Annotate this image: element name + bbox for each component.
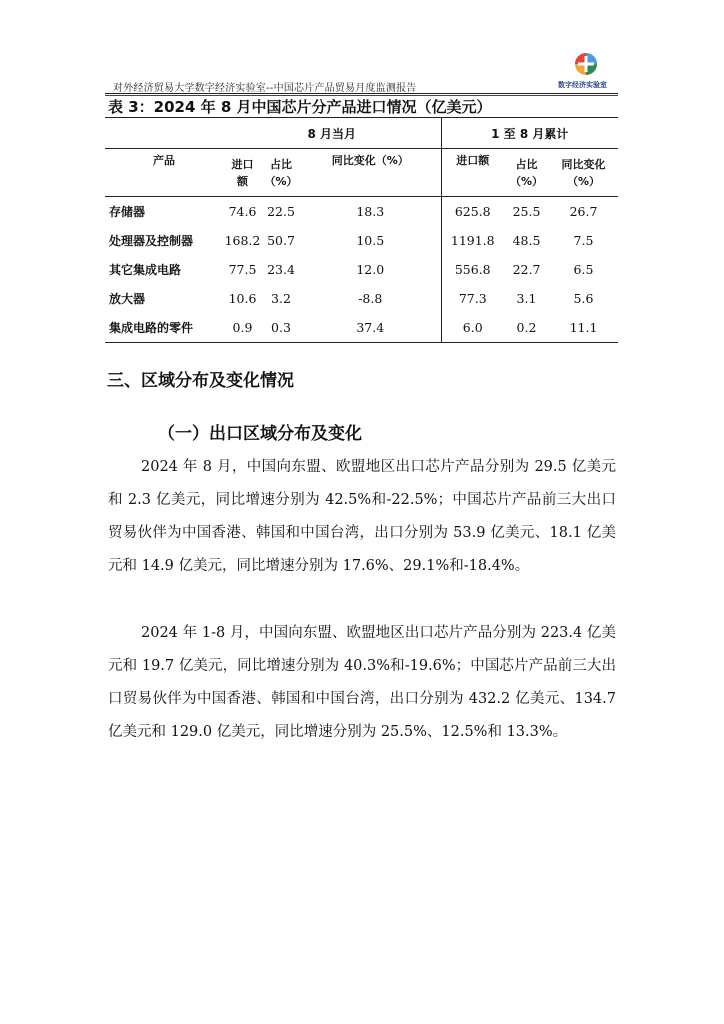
row-name: 处理器及控制器 (109, 234, 194, 248)
table-row (105, 226, 618, 255)
cell-share: 23.4 (267, 262, 295, 277)
table-row (105, 197, 618, 227)
group-header-cumulative: 1 至 8 月累计 (441, 118, 618, 149)
row-name: 其它集成电路 (109, 263, 182, 277)
col-product: 产品 (105, 149, 223, 197)
cell-yoy-cum: 26.7 (569, 204, 598, 219)
col-yoy: 同比变化（%） (300, 149, 441, 197)
table-row (105, 284, 618, 313)
cell-share-cum: 0.2 (504, 313, 549, 343)
cell-share-cum: 3.1 (516, 291, 537, 306)
subsection-title: （一）出口区域分布及变化 (158, 424, 362, 444)
cell-share: 0.3 (262, 313, 300, 343)
cell-yoy: 18.3 (356, 204, 385, 219)
group-header-row (105, 118, 618, 149)
col-share-cum: 占比 （%） (504, 149, 549, 197)
table-row (105, 255, 618, 284)
cell-import: 77.5 (228, 262, 257, 277)
col-yoy-cum: 同比变化 （%） (549, 149, 618, 197)
group-header-blank (105, 118, 223, 149)
cell-share-cum: 22.7 (512, 262, 541, 277)
cell-share: 22.5 (267, 204, 295, 219)
cell-yoy: -8.8 (358, 291, 383, 306)
cell-yoy: 10.5 (356, 233, 385, 248)
cell-import-cum: 1191.8 (441, 226, 504, 255)
col-share: 占比 （%） (262, 149, 300, 197)
row-name: 放大器 (109, 292, 146, 306)
cell-share-cum: 25.5 (512, 204, 541, 219)
col-import: 进口 额 (223, 149, 262, 197)
header-divider (105, 93, 618, 94)
cell-yoy-cum: 11.1 (549, 313, 618, 343)
cell-share: 3.2 (271, 291, 291, 306)
col-import-cum: 进口额 (441, 149, 504, 197)
import-table (105, 117, 618, 343)
logo-text: 数字经济实验室 (558, 81, 607, 89)
cell-import-cum: 6.0 (441, 313, 504, 343)
cell-yoy: 12.0 (356, 262, 385, 277)
cell-share: 50.7 (267, 233, 295, 248)
table-caption: 表 3：2024 年 8 月中国芯片分产品进口情况（亿美元） (108, 98, 492, 116)
header-text: 对外经济贸易大学数字经济实验室--中国芯片产品贸易月度监测报告 (113, 83, 417, 94)
table-row (105, 313, 618, 343)
row-name: 存储器 (109, 205, 146, 219)
cell-import: 168.2 (224, 233, 261, 248)
cell-yoy: 37.4 (300, 313, 441, 343)
column-header-row (105, 149, 618, 197)
cell-import-cum: 556.8 (441, 255, 504, 284)
cell-import-cum: 77.3 (441, 284, 504, 313)
cell-yoy-cum: 7.5 (573, 233, 594, 248)
cell-yoy-cum: 6.5 (573, 262, 594, 277)
cell-import-cum: 625.8 (441, 197, 504, 227)
row-name: 集成电路的零件 (105, 313, 223, 343)
section-title: 三、区域分布及变化情况 (107, 371, 294, 391)
paragraph: 2024 年 8 月，中国向东盟、欧盟地区出口芯片产品分别为 29.5 亿美元和 2.3 亿美元，同比增速分别为 42.5%和-22.5%；中国芯片产品前三大出口贸易伙伴为中国香港、韩国和中国台湾，出口分别为 53.9 亿美元、18.1 亿美元和 14.9 亿美元，同比增速分别为 17.6%、29.1%和-18.4%。 (108, 459, 616, 574)
paragraph: 2024 年 1-8 月，中国向东盟、欧盟地区出口芯片产品分别为 223.4 亿美元和 19.7 亿美元，同比增速分别为 40.3%和-19.6%；中国芯片产品前三大出口贸易伙伴为中国香港、韩国和中国台湾，出口分别为 432.2 亿美元、134.7 亿美元和 129.0 亿美元，同比增速分别为 25.5%、12.5%和 13.3%。 (108, 625, 616, 740)
group-header-month: 8 月当月 (223, 118, 441, 149)
cell-import: 74.6 (228, 204, 257, 219)
cell-import: 10.6 (228, 291, 257, 306)
cell-yoy-cum: 5.6 (573, 291, 594, 306)
cell-share-cum: 48.5 (512, 233, 541, 248)
cell-import: 0.9 (223, 313, 262, 343)
